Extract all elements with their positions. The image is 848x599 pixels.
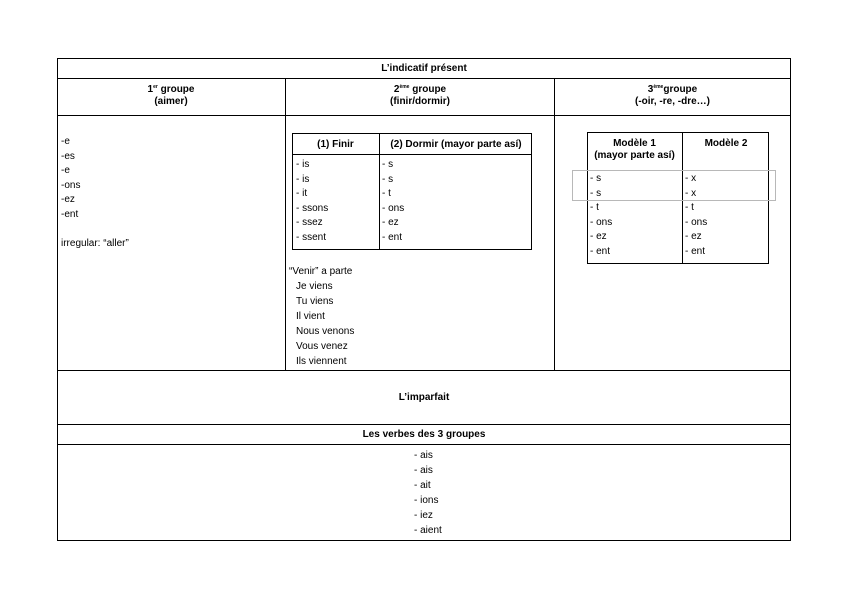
group3-header [555, 84, 790, 108]
group1-ending: -ez [61, 194, 75, 205]
group3-col2-head: Modèle 2 [704, 138, 748, 149]
group2-col1-item: - ssez [296, 217, 323, 228]
outer-top-border [57, 58, 791, 59]
group1-endings [61, 136, 80, 223]
group1-ending: -e [61, 136, 70, 147]
group2-col2-item: - s [382, 173, 394, 185]
group1-header-num: 1 [147, 84, 154, 95]
group1-header [57, 84, 285, 108]
group2-header-verb: (finir/dormir) [390, 96, 450, 107]
imparfait-subtitle: Les verbes des 3 groupes [362, 429, 486, 440]
row-divider-title [57, 78, 791, 79]
venir-item: Je viens [296, 281, 333, 292]
group2-header [286, 84, 554, 108]
group3-col1-item: - s [590, 187, 602, 199]
venir-item: Nous venons [296, 326, 355, 337]
group2-header-num: 2 [393, 84, 400, 95]
venir-item: Ils viennent [296, 356, 347, 367]
group2-col1-item: - ssent [296, 231, 327, 243]
col-divider-1 [285, 78, 286, 371]
row-divider-headers [57, 115, 791, 116]
group3-header-sup: ème [653, 84, 664, 90]
imparfait-ending: - aient [414, 525, 442, 536]
group3-col2-item: - ons [685, 216, 708, 228]
group2-col1-list [296, 159, 328, 246]
group3-header-num: 3 [647, 84, 654, 95]
group2-col2-item: - ent [382, 231, 403, 243]
group2-header-word: groupe [409, 84, 447, 95]
group3-header-verb: (-oir, -re, -dre…) [634, 96, 710, 107]
group1-header-sup: er [153, 84, 158, 90]
group1-ending: -e [61, 165, 70, 176]
group2-col2-item: - ons [382, 202, 405, 214]
group2-col1-item: - it [296, 188, 308, 199]
outer-left-border [57, 58, 58, 541]
group3-header-word: groupe [663, 84, 698, 95]
group3-col1-head [587, 138, 682, 162]
highlight-box [572, 170, 776, 201]
indicatif-title: L’indicatif présent [381, 63, 467, 74]
imparfait-ending: - ais [414, 450, 433, 461]
imparfait-ending: - ais [414, 465, 433, 476]
outer-right-border [790, 58, 791, 541]
row-divider-imparfait [57, 424, 791, 425]
venir-title: “Venir” a parte [289, 266, 353, 277]
group1-header-verb: (aimer) [154, 96, 188, 107]
imparfait-ending: - iez [414, 510, 433, 521]
group2-col2-item: - ez [382, 217, 399, 228]
row-divider-content [57, 370, 791, 371]
group1-ending: -ent [61, 208, 79, 220]
group3-col2-item: - x [685, 187, 697, 199]
group3-col2-item: - t [685, 202, 694, 213]
group2-col1-item: - is [296, 159, 310, 170]
group3-col2-item: - ent [685, 245, 706, 257]
group3-col1-item: - ent [590, 245, 611, 257]
venir-item: Il vient [296, 311, 325, 322]
group3-col1-head-line2: (mayor parte así) [594, 150, 675, 161]
group3-col1-item: - t [590, 202, 599, 213]
group3-col1-item: - s [590, 173, 602, 184]
group2-inner-header-line [292, 154, 532, 155]
group1-header-word: groupe [157, 84, 195, 95]
imparfait-ending: - ions [414, 495, 439, 506]
imparfait-endings [414, 450, 442, 540]
outer-bottom-border [57, 540, 791, 541]
group2-col2-item: - s [382, 159, 394, 170]
group2-col2-item: - t [382, 188, 391, 199]
group1-ending: -es [61, 150, 75, 162]
group2-col2-list [382, 159, 404, 246]
group1-irregular: irregular: “aller” [61, 238, 129, 249]
group2-header-sup: ème [399, 84, 410, 90]
group3-col2-item: - ez [685, 231, 702, 242]
col-divider-2 [554, 78, 555, 371]
group2-col1-item: - ssons [296, 202, 329, 214]
imparfait-ending: - ait [414, 480, 431, 491]
row-divider-subtitle [57, 444, 791, 445]
group3-col1-head-line1: Modèle 1 [613, 138, 656, 149]
venir-item: Tu viens [296, 296, 334, 307]
group2-col2-head: (2) Dormir (mayor parte así) [390, 139, 522, 150]
imparfait-title: L’imparfait [398, 392, 450, 403]
venir-conjugation [296, 281, 354, 371]
group3-col2-item: - x [685, 173, 697, 184]
venir-item: Vous venez [296, 341, 348, 352]
group2-col1-head: (1) Finir [317, 139, 354, 150]
group3-col1-item: - ons [590, 216, 613, 228]
group3-col1-item: - ez [590, 231, 607, 242]
group2-col1-item: - is [296, 173, 310, 185]
group1-ending: -ons [61, 179, 81, 191]
